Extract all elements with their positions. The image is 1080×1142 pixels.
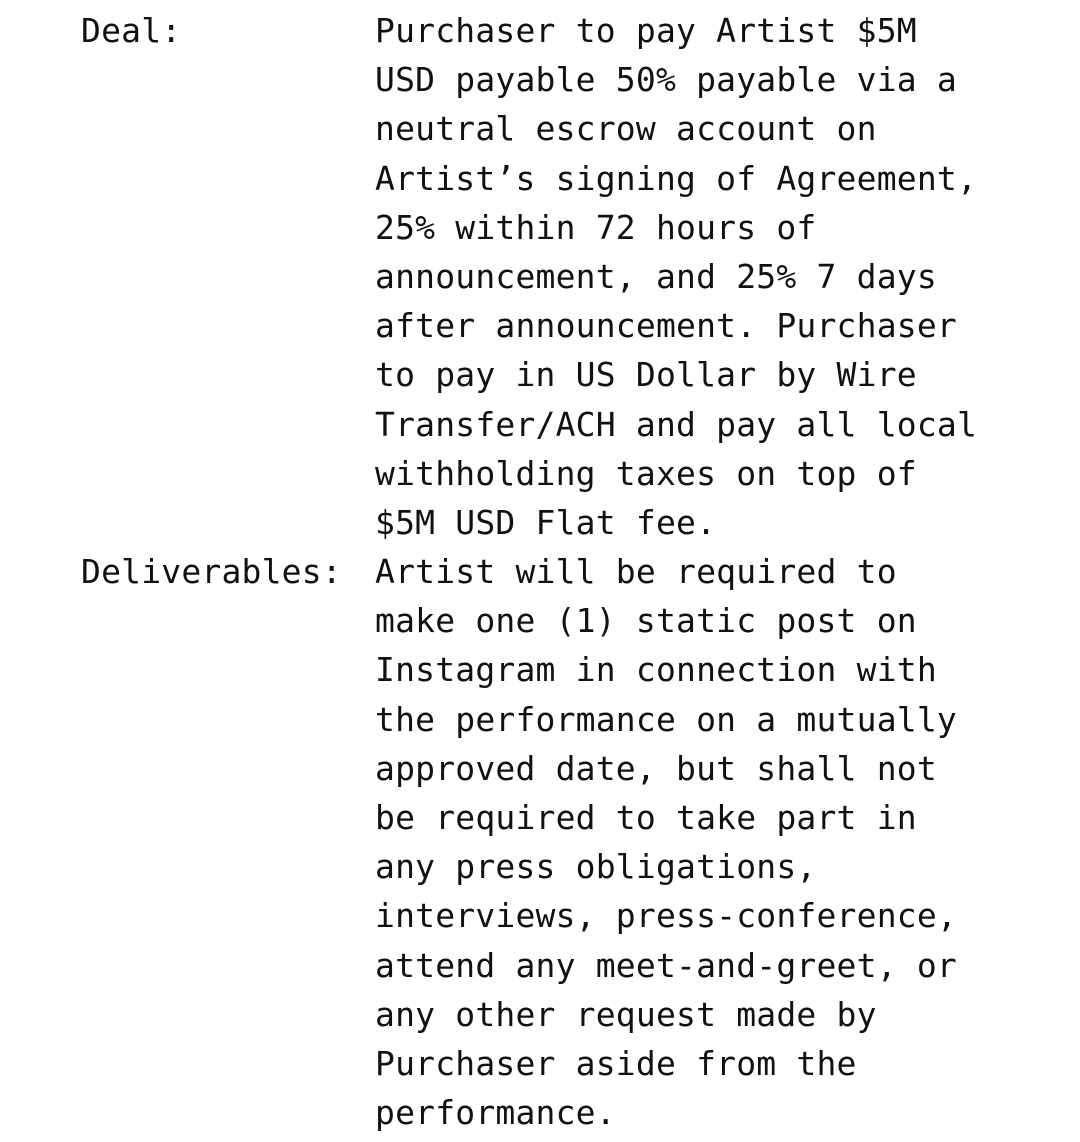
- deliverables-text-line: approved date, but shall not: [375, 748, 937, 788]
- deal-text-line: after announcement. Purchaser: [375, 306, 957, 346]
- deliverables-text-line: the performance on a mutually: [375, 699, 957, 739]
- deal-text-line: neutral escrow account on: [375, 109, 877, 149]
- deliverables-text-line: performance.: [375, 1093, 616, 1133]
- deal-text-line: withholding taxes on top of: [375, 453, 917, 493]
- deal-text-line: USD payable 50% payable via a: [375, 60, 957, 100]
- deliverables-text-line: attend any meet-and-greet, or: [375, 945, 957, 985]
- deal-text-line: Transfer/ACH and pay all local: [375, 404, 978, 444]
- deal-text-line: announcement, and 25% 7 days: [375, 256, 937, 296]
- deal-text-line: Artist’s signing of Agreement,: [375, 158, 978, 198]
- deliverables-text-line: be required to take part in: [375, 797, 917, 837]
- deliverables-text-line: interviews, press-conference,: [375, 896, 957, 936]
- deliverables-text-line: make one (1) static post on: [375, 601, 917, 641]
- deal-text-line: 25% within 72 hours of: [375, 207, 817, 247]
- deliverables-text-line: Purchaser aside from the: [375, 1043, 857, 1083]
- deliverables-text-line: Artist will be required to: [375, 552, 897, 591]
- deal-text-line: $5M USD Flat fee.: [375, 502, 717, 542]
- deal-text-line: Purchaser to pay Artist $5M: [375, 11, 917, 50]
- deliverables-label: Deliverables:: [81, 552, 342, 591]
- deliverables-text-line: Instagram in connection with: [375, 650, 937, 690]
- deal-text: [375, 6, 1075, 547]
- deliverables-text-line: any press obligations,: [375, 847, 817, 887]
- deliverables-text: [375, 547, 1075, 1137]
- deal-label: Deal:: [81, 11, 182, 50]
- deliverables-text-line: any other request made by: [375, 994, 877, 1034]
- deal-text-line: to pay in US Dollar by Wire: [375, 355, 917, 395]
